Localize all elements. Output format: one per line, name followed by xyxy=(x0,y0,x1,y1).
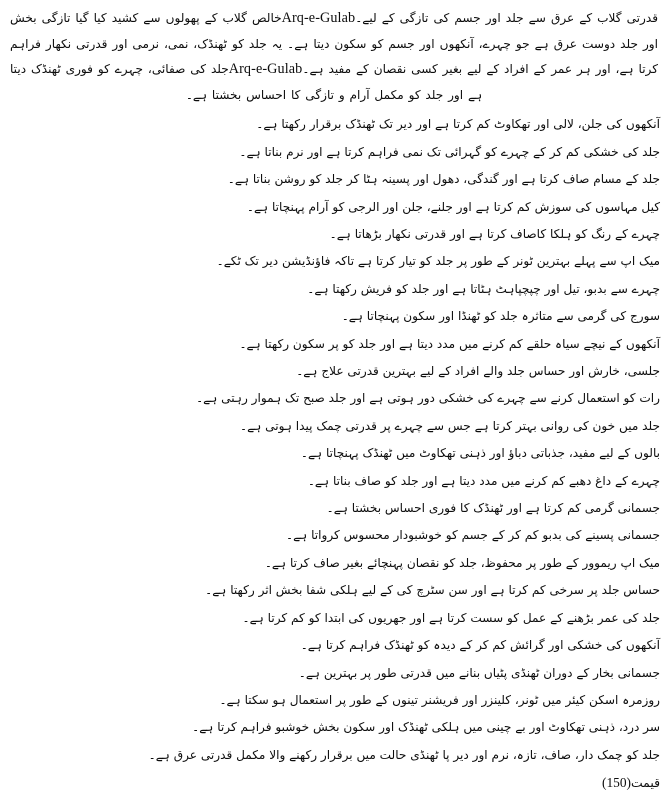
benefit-item: سورج کی گرمی سے متاثرہ جلد کو ٹھنڈا اور سکون پہنچاتا ہے۔ xyxy=(341,309,660,324)
intro-text-part1: قدرتی گلاب کے عرق سے جلد اور جسم کی تازگی کے لیے۔ xyxy=(355,11,658,25)
benefit-item: چہرے کے داغ دھبے کم کرنے میں مدد دیتا ہے اور جلد کو صاف بناتا ہے۔ xyxy=(307,473,660,488)
benefit-item: جلسی، خارش اور حساس جلد والے افراد کے لیے بہترین قدرتی علاج ہے۔ xyxy=(296,364,660,379)
benefit-item: چہرے کے رنگ کو ہلکا کاصاف کرتا ہے اور قدرتی نکھار بڑھاتا ہے۔ xyxy=(329,227,660,241)
benefit-item: جلد میں خون کی روانی بہتر کرتا ہے جس سے چہرے پر قدرتی چمک پیدا ہوتی ہے۔ xyxy=(240,418,660,433)
benefit-item: جسمانی بخار کے دوران ٹھنڈی پٹیاں بنانے میں قدرتی طور پر بہترین ہے۔ xyxy=(298,665,660,680)
price-value: (150) xyxy=(601,775,631,791)
intro-paragraph xyxy=(8,6,660,108)
brand-name-arq-e-gulab-1: Arq-e-Gulab xyxy=(281,10,356,26)
price-label: قیمت xyxy=(631,775,660,791)
benefit-item: میک اپ ریموور کے طور پر محفوظ، جلد کو نقصان پہنچائے بغیر صاف کرتا ہے۔ xyxy=(264,555,660,570)
benefit-item: بالوں کے لیے مفید، جذباتی دباؤ اور ذہنی تھکاوٹ میں ٹھنڈک پہنچاتا ہے۔ xyxy=(300,446,660,461)
benefit-item: چہرے سے بدبو، تیل اور چپچپاہٹ ہٹاتا ہے اور جلد کو فریش رکھتا ہے۔ xyxy=(307,281,660,296)
benefit-item: جلد کو چمک دار، صاف، تازہ، نرم اور دیر پا ٹھنڈی حالت میں برقرار رکھنے والا مکمل قدرتی عرق ہے۔ xyxy=(148,747,660,762)
intro-text-part2: خالص گلاب کے پھولوں سے کشید کیا گیا تازگی بخش اور جلد دوست عرق ہے جو چہرے، آنکھوں اور جسم کو سکون دیتا ہے۔ یہ جلد کو ٹھنڈک، نمی، نرمی اور قدرتی نکھار فراہم کرتا ہے، اور ہر عمر کے افراد کے لیے بغیر کسی نقصان کے مفید ہے۔ xyxy=(10,11,658,77)
benefit-item: روزمرہ اسکن کیئر میں ٹونر، کلینزر اور فریشنر تینوں کے طور پر استعمال ہو سکتا ہے۔ xyxy=(219,692,660,707)
price-line xyxy=(8,770,660,796)
benefit-item: کیل مہاسوں کی سوزش کم کرتا ہے اور جلنے، جلن اور الرجی کو آرام پہنچاتا ہے۔ xyxy=(246,199,660,214)
benefit-item: حساس جلد پر سرخی کم کرتا ہے اور سن سٹرچ کی کے لیے ہلکی شفا بخش اثر رکھتا ہے۔ xyxy=(205,583,660,598)
benefit-item: جلد کے مسام صاف کرتا ہے اور گندگی، دھول اور پسینہ ہٹا کر جلد کو روشن بناتا ہے۔ xyxy=(227,172,660,187)
benefit-item: آنکھوں کے نیچے سیاہ حلقے کم کرنے میں مدد دیتا ہے اور جلد کو پر سکون رکھتا ہے۔ xyxy=(239,336,660,351)
benefit-item: رات کو استعمال کرنے سے چہرے کی خشکی دور ہوتی ہے اور جلد صبح تک ہموار رہتی ہے۔ xyxy=(196,391,660,406)
benefits-list xyxy=(8,111,660,769)
benefit-item: سر درد، ذہنی تھکاوٹ اور بے چینی میں ہلکی ٹھنڈک اور سکون بخش خوشبو فراہم کرتا ہے۔ xyxy=(192,720,660,735)
benefit-item: جسمانی گرمی کم کرتا ہے اور ٹھنڈک کا فوری احساس بخشتا ہے۔ xyxy=(326,501,660,516)
benefit-item: میک اپ سے پہلے بہترین ٹونر کے طور پر جلد کو تیار کرتا ہے تاکہ فاؤنڈیشن دیر تک ٹکے۔ xyxy=(216,254,660,269)
benefit-item: جلد کی خشکی کم کر کے چہرے کو گہرائی تک نمی فراہم کرتا ہے اور نرم بناتا ہے۔ xyxy=(239,144,660,159)
benefit-item: جلد کی عمر بڑھنے کے عمل کو سست کرتا ہے اور جھریوں کی ابتدا کو کم کرتا ہے۔ xyxy=(242,610,660,625)
brand-name-arq-e-gulab-2: Arq-e-Gulab xyxy=(228,61,303,78)
benefit-item: جسمانی پسینے کی بدبو کم کر کے جسم کو خوشبودار محسوس کرواتا ہے۔ xyxy=(286,528,660,543)
benefit-item: آنکھوں کی جلن، لالی اور تھکاوٹ کم کرتا ہے اور دیر تک ٹھنڈک برقرار رکھتا ہے۔ xyxy=(256,117,660,132)
benefit-item: آنکھوں کی خشکی اور گرائش کم کر کے دیدہ کو ٹھنڈک فراہم کرتا ہے۔ xyxy=(300,638,660,653)
intro-text-part3: جلد کی صفائی، چہرے کو فوری ٹھنڈک دیتا ہے اور جلد کو مکمل آرام و تازگی کا احساس بخشتا ہے۔ xyxy=(10,62,483,102)
